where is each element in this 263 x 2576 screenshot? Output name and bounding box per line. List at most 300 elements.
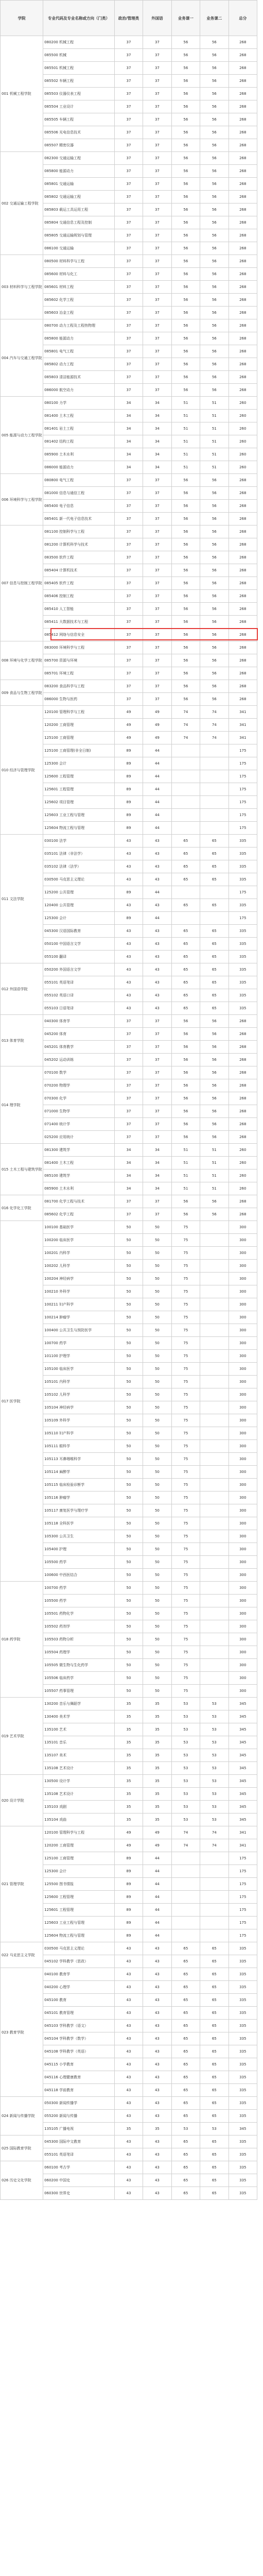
total-cell: 335 (229, 1981, 257, 1994)
course2-cell: 56 (200, 88, 229, 100)
major-cell: 060300 世界史 (43, 2187, 115, 2200)
course1-cell: 51 (171, 1144, 200, 1157)
course1-cell: 75 (171, 1388, 200, 1401)
major-cell: 050300 新闻传播学 (43, 2097, 115, 2110)
politics-cell: 89 (114, 809, 143, 822)
course2-cell: 56 (200, 242, 229, 255)
foreign-cell: 37 (143, 307, 171, 319)
course2-cell: 51 (200, 1144, 229, 1157)
foreign-cell: 44 (143, 1891, 171, 1904)
major-cell: 081400 土木工程 (43, 410, 115, 422)
course2-cell (200, 1376, 229, 1388)
major-cell: 125601 工程管理 (43, 1904, 115, 1917)
total-cell: 268 (229, 1028, 257, 1041)
course1-cell: 56 (171, 1079, 200, 1092)
course2-cell (200, 1543, 229, 1556)
major-cell: 105101 内科学 (43, 1376, 115, 1388)
politics-cell: 34 (114, 397, 143, 410)
course1-cell (171, 912, 200, 925)
major-cell: 105100 临床医学 (43, 1363, 115, 1376)
course1-cell: 51 (171, 422, 200, 435)
major-cell: 085602 化学工程 (43, 294, 115, 307)
foreign-cell: 37 (143, 371, 171, 384)
politics-cell: 37 (114, 693, 143, 706)
total-cell: 300 (229, 1569, 257, 1582)
course2-cell (200, 1273, 229, 1285)
total-cell: 335 (229, 2174, 257, 2187)
major-cell: 085401 新一代电子信息技术 (43, 513, 115, 526)
politics-cell: 37 (114, 345, 143, 358)
foreign-cell: 43 (143, 1994, 171, 2007)
course1-cell: 56 (171, 36, 200, 49)
course2-cell (200, 1440, 229, 1453)
foreign-cell: 37 (143, 1041, 171, 1054)
course2-cell: 56 (200, 1015, 229, 1028)
politics-cell: 37 (114, 371, 143, 384)
foreign-cell: 37 (143, 294, 171, 307)
foreign-cell: 37 (143, 577, 171, 590)
politics-cell: 37 (114, 526, 143, 538)
course2-cell: 56 (200, 36, 229, 49)
politics-cell: 37 (114, 603, 143, 616)
course2-cell (200, 1904, 229, 1917)
politics-cell: 50 (114, 1466, 143, 1479)
course1-cell (171, 886, 200, 899)
politics-cell: 89 (114, 1891, 143, 1904)
politics-cell: 50 (114, 1504, 143, 1517)
course1-cell (171, 1929, 200, 1942)
politics-cell: 50 (114, 1298, 143, 1311)
major-cell: 081000 信息与通信工程 (43, 487, 115, 500)
total-cell: 335 (229, 2136, 257, 2148)
major-cell: 085801 交通运输 (43, 178, 115, 191)
total-cell: 268 (229, 654, 257, 667)
foreign-cell: 43 (143, 1968, 171, 1981)
course2-cell: 56 (200, 590, 229, 603)
major-cell: 105111 眼科学 (43, 1440, 115, 1453)
politics-cell: 34 (114, 410, 143, 422)
school-cell: 023 教育学院 (1, 1968, 43, 2097)
course1-cell: 51 (171, 1182, 200, 1195)
major-cell: 105400 护理 (43, 1543, 115, 1556)
politics-cell: 35 (114, 1723, 143, 1736)
course1-cell: 74 (171, 732, 200, 744)
course2-cell (200, 770, 229, 783)
total-cell: 175 (229, 1917, 257, 1929)
major-cell: 100700 药学 (43, 1582, 115, 1595)
course1-cell: 56 (171, 577, 200, 590)
politics-cell: 35 (114, 1814, 143, 1826)
course1-cell: 74 (171, 719, 200, 732)
course2-cell: 53 (200, 2123, 229, 2136)
school-cell: 026 历史文化学院 (1, 2161, 43, 2200)
foreign-cell: 44 (143, 809, 171, 822)
politics-cell: 37 (114, 590, 143, 603)
politics-cell: 34 (114, 448, 143, 461)
course2-cell: 65 (200, 2161, 229, 2174)
major-cell: 105500 药学 (43, 1595, 115, 1607)
table-row (1, 835, 257, 848)
course2-cell: 56 (200, 204, 229, 216)
major-cell: 120100 管理科学与工程 (43, 1826, 115, 1839)
total-cell: 268 (229, 88, 257, 100)
politics-cell: 34 (114, 422, 143, 435)
foreign-cell: 37 (143, 345, 171, 358)
course2-cell: 53 (200, 1814, 229, 1826)
major-cell: 105502 药剂学 (43, 1620, 115, 1633)
foreign-cell: 43 (143, 899, 171, 912)
course1-cell: 53 (171, 1723, 200, 1736)
course1-cell: 65 (171, 2032, 200, 2045)
total-cell: 260 (229, 1182, 257, 1195)
foreign-cell: 50 (143, 1582, 171, 1595)
table-row (1, 706, 257, 719)
course2-cell: 74 (200, 1826, 229, 1839)
major-cell: 085412 网络与信息安全 (43, 629, 115, 641)
course2-cell (200, 1388, 229, 1401)
table-row (1, 1826, 257, 1839)
major-cell: 125300 会计 (43, 757, 115, 770)
foreign-cell: 43 (143, 848, 171, 860)
course1-cell: 56 (171, 242, 200, 255)
total-cell: 345 (229, 1762, 257, 1775)
course1-cell: 65 (171, 1981, 200, 1994)
politics-cell: 35 (114, 1775, 143, 1788)
course2-cell: 65 (200, 1968, 229, 1981)
politics-cell: 35 (114, 1801, 143, 1814)
foreign-cell: 50 (143, 1376, 171, 1388)
foreign-cell: 35 (143, 1710, 171, 1723)
course1-cell: 53 (171, 1814, 200, 1826)
politics-cell: 50 (114, 1350, 143, 1363)
course2-cell: 56 (200, 268, 229, 281)
header-foreign: 外国语 (143, 1, 171, 36)
course1-cell: 56 (171, 75, 200, 88)
course2-cell: 65 (200, 1981, 229, 1994)
course1-cell: 51 (171, 461, 200, 474)
total-cell: 335 (229, 873, 257, 886)
politics-cell: 37 (114, 62, 143, 75)
course1-cell: 65 (171, 1942, 200, 1955)
foreign-cell: 50 (143, 1633, 171, 1646)
politics-cell: 50 (114, 1285, 143, 1298)
foreign-cell: 43 (143, 2071, 171, 2084)
politics-cell: 43 (114, 899, 143, 912)
total-cell: 268 (229, 513, 257, 526)
course1-cell: 75 (171, 1337, 200, 1350)
politics-cell: 50 (114, 1260, 143, 1273)
total-cell: 268 (229, 319, 257, 332)
course2-cell: 56 (200, 332, 229, 345)
major-cell: 085601 材料工程 (43, 281, 115, 294)
total-cell: 335 (229, 2187, 257, 2200)
total-cell: 175 (229, 1891, 257, 1904)
foreign-cell: 50 (143, 1556, 171, 1569)
foreign-cell: 50 (143, 1620, 171, 1633)
foreign-cell: 44 (143, 1878, 171, 1891)
total-cell: 175 (229, 1904, 257, 1917)
total-cell: 300 (229, 1543, 257, 1556)
course1-cell: 75 (171, 1569, 200, 1582)
course2-cell (200, 1530, 229, 1543)
foreign-cell: 37 (143, 693, 171, 706)
course1-cell: 56 (171, 603, 200, 616)
foreign-cell: 37 (143, 100, 171, 113)
table-row (1, 1698, 257, 1710)
foreign-cell: 43 (143, 989, 171, 1002)
course2-cell (200, 1517, 229, 1530)
course2-cell: 56 (200, 551, 229, 564)
politics-cell: 43 (114, 1002, 143, 1015)
total-cell: 335 (229, 2148, 257, 2161)
total-cell: 300 (229, 1633, 257, 1646)
course2-cell (200, 912, 229, 925)
foreign-cell: 50 (143, 1453, 171, 1466)
foreign-cell: 44 (143, 757, 171, 770)
course2-cell: 65 (200, 1994, 229, 2007)
foreign-cell: 50 (143, 1414, 171, 1427)
course1-cell: 65 (171, 2007, 200, 2020)
course1-cell: 75 (171, 1479, 200, 1492)
course2-cell (200, 1659, 229, 1672)
school-cell: 018 药学院 (1, 1582, 43, 1698)
major-cell: 050200 外国语言文学 (43, 963, 115, 976)
major-cell: 125601 工程管理 (43, 783, 115, 796)
course1-cell: 65 (171, 2148, 200, 2161)
course2-cell: 65 (200, 2020, 229, 2032)
course2-cell: 65 (200, 976, 229, 989)
major-cell: 125200 公共管理 (43, 886, 115, 899)
major-cell: 045104 学科教学（数学） (43, 2032, 115, 2045)
politics-cell: 43 (114, 2045, 143, 2058)
total-cell: 345 (229, 1801, 257, 1814)
total-cell: 335 (229, 925, 257, 938)
course2-cell: 56 (200, 629, 229, 641)
politics-cell: 89 (114, 783, 143, 796)
foreign-cell: 43 (143, 2007, 171, 2020)
course1-cell: 75 (171, 1376, 200, 1388)
total-cell: 335 (229, 2007, 257, 2020)
foreign-cell: 37 (143, 526, 171, 538)
course1-cell: 75 (171, 1466, 200, 1479)
major-cell: 085406 控制工程 (43, 590, 115, 603)
major-cell: 081200 计算机科学与技术 (43, 538, 115, 551)
course1-cell: 56 (171, 551, 200, 564)
politics-cell: 34 (114, 1182, 143, 1195)
course1-cell: 56 (171, 49, 200, 62)
course1-cell: 51 (171, 435, 200, 448)
major-cell: 085800 能源动力 (43, 332, 115, 345)
total-cell: 300 (229, 1234, 257, 1247)
school-cell: 022 马克思主义学院 (1, 1942, 43, 1968)
politics-cell: 34 (114, 1144, 143, 1157)
foreign-cell: 50 (143, 1311, 171, 1324)
course2-cell: 56 (200, 307, 229, 319)
total-cell: 341 (229, 719, 257, 732)
foreign-cell: 37 (143, 564, 171, 577)
total-cell: 268 (229, 216, 257, 229)
politics-cell: 50 (114, 1517, 143, 1530)
politics-cell: 49 (114, 732, 143, 744)
course2-cell: 53 (200, 1698, 229, 1710)
total-cell: 260 (229, 422, 257, 435)
politics-cell: 50 (114, 1646, 143, 1659)
foreign-cell: 37 (143, 680, 171, 693)
course2-cell: 56 (200, 1131, 229, 1144)
politics-cell: 37 (114, 551, 143, 564)
politics-cell: 43 (114, 2110, 143, 2123)
foreign-cell: 50 (143, 1466, 171, 1479)
course1-cell: 56 (171, 358, 200, 371)
course2-cell: 65 (200, 2045, 229, 2058)
major-cell: 085404 计算机技术 (43, 564, 115, 577)
course1-cell: 75 (171, 1582, 200, 1595)
course1-cell: 75 (171, 1492, 200, 1504)
politics-cell: 37 (114, 152, 143, 165)
major-cell: 105104 神经病学 (43, 1401, 115, 1414)
total-cell: 335 (229, 2045, 257, 2058)
course2-cell: 65 (200, 1955, 229, 1968)
politics-cell: 43 (114, 2148, 143, 2161)
total-cell: 268 (229, 526, 257, 538)
course2-cell: 65 (200, 1942, 229, 1955)
politics-cell: 37 (114, 165, 143, 178)
politics-cell: 35 (114, 1710, 143, 1723)
major-cell: 101100 护理学 (43, 1350, 115, 1363)
course2-cell: 56 (200, 178, 229, 191)
course2-cell: 65 (200, 989, 229, 1002)
course2-cell: 56 (200, 564, 229, 577)
politics-cell: 43 (114, 925, 143, 938)
table-row (1, 255, 257, 268)
course1-cell: 56 (171, 294, 200, 307)
politics-cell: 37 (114, 641, 143, 654)
politics-cell: 37 (114, 1079, 143, 1092)
politics-cell: 50 (114, 1479, 143, 1492)
course2-cell (200, 1672, 229, 1685)
course2-cell (200, 1504, 229, 1517)
major-cell: 085504 工业设计 (43, 100, 115, 113)
course2-cell: 53 (200, 1801, 229, 1814)
course2-cell: 51 (200, 1157, 229, 1170)
major-cell: 040300 体育学 (43, 1015, 115, 1028)
major-cell: 105507 药事管理 (43, 1685, 115, 1698)
total-cell: 175 (229, 757, 257, 770)
major-cell: 120200 工商管理 (43, 1839, 115, 1852)
major-cell: 055101 英语笔译 (43, 976, 115, 989)
major-cell: 085505 车辆工程 (43, 113, 115, 126)
course1-cell: 56 (171, 500, 200, 513)
course2-cell: 51 (200, 435, 229, 448)
foreign-cell: 37 (143, 281, 171, 294)
course1-cell: 56 (171, 1105, 200, 1118)
total-cell: 260 (229, 461, 257, 474)
major-cell: 125600 工程管理 (43, 1891, 115, 1904)
foreign-cell: 35 (143, 1814, 171, 1826)
course2-cell (200, 1582, 229, 1595)
total-cell: 175 (229, 1929, 257, 1942)
major-cell: 105110 妇产科学 (43, 1427, 115, 1440)
foreign-cell: 50 (143, 1285, 171, 1298)
course2-cell: 56 (200, 1195, 229, 1208)
politics-cell: 50 (114, 1685, 143, 1698)
politics-cell: 89 (114, 822, 143, 835)
major-cell: 081401 岩土工程 (43, 422, 115, 435)
course1-cell: 56 (171, 191, 200, 204)
major-cell: 045201 体育教学 (43, 1041, 115, 1054)
major-cell: 055102 英语口译 (43, 989, 115, 1002)
course2-cell: 51 (200, 422, 229, 435)
course1-cell: 65 (171, 2058, 200, 2071)
course1-cell: 65 (171, 848, 200, 860)
politics-cell: 43 (114, 2032, 143, 2045)
course1-cell: 65 (171, 2045, 200, 2058)
course1-cell: 75 (171, 1311, 200, 1324)
major-cell: 085503 仪器仪表工程 (43, 88, 115, 100)
school-cell: 002 交通运输工程学院 (1, 152, 43, 255)
course2-cell: 56 (200, 577, 229, 590)
major-cell: 086000 航空动力 (43, 384, 115, 397)
foreign-cell: 43 (143, 2174, 171, 2187)
course2-cell: 56 (200, 139, 229, 152)
total-cell: 268 (229, 1131, 257, 1144)
foreign-cell: 43 (143, 2032, 171, 2045)
politics-cell: 37 (114, 75, 143, 88)
course1-cell: 65 (171, 2136, 200, 2148)
total-cell: 175 (229, 744, 257, 757)
course1-cell: 75 (171, 1285, 200, 1298)
course1-cell: 56 (171, 667, 200, 680)
politics-cell: 89 (114, 886, 143, 899)
course2-cell: 53 (200, 1775, 229, 1788)
foreign-cell: 44 (143, 783, 171, 796)
course1-cell (171, 757, 200, 770)
foreign-cell: 34 (143, 448, 171, 461)
major-cell: 085405 软件工程 (43, 577, 115, 590)
major-cell: 080200 机械工程 (43, 36, 115, 49)
total-cell: 300 (229, 1285, 257, 1298)
course2-cell: 65 (200, 2174, 229, 2187)
foreign-cell: 44 (143, 1929, 171, 1942)
table-row (1, 1582, 257, 1595)
course1-cell: 75 (171, 1324, 200, 1337)
major-cell: 030500 马克思主义理论 (43, 1942, 115, 1955)
politics-cell: 43 (114, 1955, 143, 1968)
major-cell: 085700 资源与环境 (43, 654, 115, 667)
major-cell: 085502 车辆工程 (43, 75, 115, 88)
foreign-cell: 43 (143, 2187, 171, 2200)
total-cell: 335 (229, 1968, 257, 1981)
course2-cell: 56 (200, 500, 229, 513)
course1-cell: 65 (171, 938, 200, 951)
major-cell: 055103 日语笔译 (43, 1002, 115, 1015)
major-cell: 085501 机械工程 (43, 62, 115, 75)
total-cell: 268 (229, 384, 257, 397)
course2-cell (200, 1324, 229, 1337)
total-cell: 300 (229, 1466, 257, 1479)
politics-cell: 50 (114, 1595, 143, 1607)
total-cell: 300 (229, 1595, 257, 1607)
course1-cell: 56 (171, 513, 200, 526)
foreign-cell: 37 (143, 1054, 171, 1066)
major-cell: 100600 中西医结合 (43, 1569, 115, 1582)
course1-cell: 56 (171, 345, 200, 358)
foreign-cell: 37 (143, 1066, 171, 1079)
course1-cell: 56 (171, 152, 200, 165)
foreign-cell: 37 (143, 88, 171, 100)
course1-cell: 51 (171, 397, 200, 410)
politics-cell: 43 (114, 2071, 143, 2084)
